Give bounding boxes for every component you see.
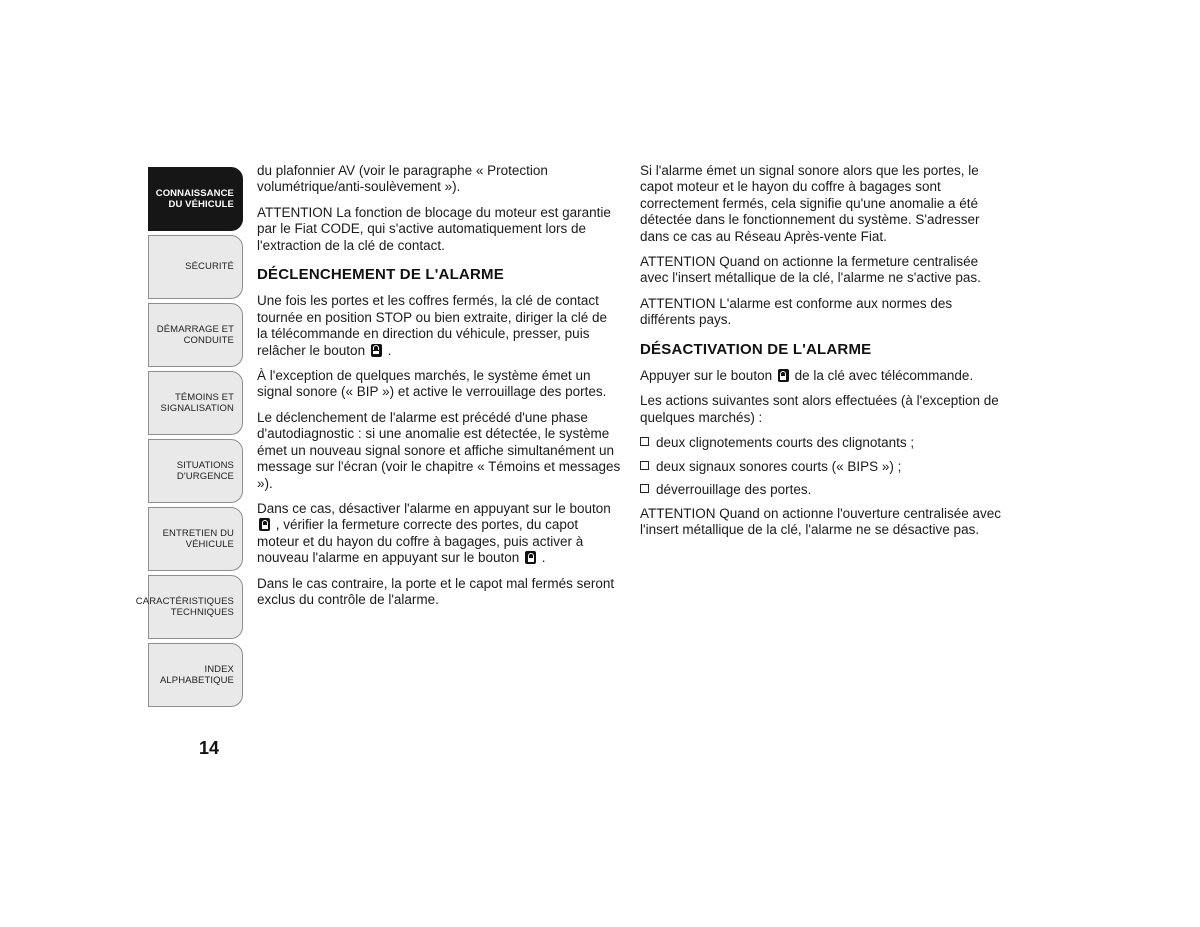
text-column-left: [257, 163, 621, 617]
paragraph: Dans le cas contraire, la porte et le capot mal fermés seront exclus du contrôle de l'alarme.: [257, 575, 615, 607]
sidebar-tab-label: DÉMARRAGE ET: [156, 323, 234, 335]
bullet-text: déverrouillage des portes.: [656, 482, 812, 498]
paragraph: Une fois les portes et les coffres fermés, la clé de contact tournée en position STOP ou bien extraite, diriger la clé de la télécommande en direction du véhicule, presser, puis relâcher le bouton .: [257, 293, 607, 358]
sidebar-tab-label: ALPHABETIQUE: [159, 675, 234, 686]
sidebar-tab-caracteristiques-techniques[interactable]: [135, 575, 243, 639]
paragraph: ATTENTION Quand on actionne la fermeture centralisée avec l'insert métallique de la clé, l'alarme ne s'active pas.: [640, 254, 981, 286]
paragraph: Le déclenchement de l'alarme est précédé d'une phase d'autodiagnostic : si une anomalie est détectée, le système émet un nouveau signal sonore et affiche simultanément un message sur l'écran (voir le chapitre « Témoins et messages »).: [257, 409, 621, 491]
sidebar-tab-label: TÉMOINS ET: [174, 391, 234, 403]
paragraph: ATTENTION La fonction de blocage du moteur est garantie par le Fiat CODE, qui s'active automatiquement lors de l'extraction de la clé de contact.: [257, 204, 611, 253]
sidebar-tab-label: SITUATIONS: [176, 459, 234, 471]
sidebar-tab-label: SÉCURITÉ: [185, 261, 234, 273]
section-heading: DÉSACTIVATION DE L'ALARME: [640, 340, 872, 358]
paragraph: Les actions suivantes sont alors effectuées (à l'exception de quelques marchés) :: [640, 393, 999, 425]
paragraph: ATTENTION Quand on actionne l'ouverture centralisée avec l'insert métallique de la clé, l'alarme ne se désactive pas.: [640, 505, 1001, 537]
paragraph: ATTENTION L'alarme est conforme aux normes des différents pays.: [640, 295, 953, 328]
sidebar-tab-temoins-et-signalisation[interactable]: [148, 371, 243, 435]
sidebar-tab-label: ENTRETIEN DU: [162, 527, 234, 539]
square-bullet-icon: [640, 461, 649, 470]
sidebar-tab-label: D'URGENCE: [176, 471, 234, 482]
paragraph: du plafonnier AV (voir le paragraphe « Protection volumétrique/anti-soulèvement »).: [257, 163, 548, 195]
sidebar-tab-situations-d-urgence[interactable]: [148, 439, 243, 503]
sidebar-tab-label: SIGNALISATION: [160, 403, 234, 414]
sidebar-tab-connaissance-du-vehicule[interactable]: [148, 167, 243, 231]
sidebar-tab-label: VÉHICULE: [185, 539, 234, 550]
lock-button-icon: [371, 344, 382, 357]
lock-button-icon: [525, 551, 536, 564]
lock-button-icon: [778, 369, 789, 382]
paragraph: Si l'alarme émet un signal sonore alors que les portes, le capot moteur et le hayon du coffre à bagages sont correctement fermés, cela signifie qu'une anomalie a été détectée dans le fonctionnement du système. S'adresser dans ce cas au Réseau Après-vente Fiat.: [640, 163, 980, 244]
sidebar-tab-label: INDEX: [204, 663, 234, 675]
text-column-right: [640, 163, 1010, 547]
sidebar-tab-label: DU VÉHICULE: [168, 199, 234, 210]
bullet-item: [640, 459, 1010, 475]
lock-button-icon: [259, 518, 270, 531]
section-heading: DÉCLENCHEMENT DE L'ALARME: [257, 266, 504, 284]
paragraph: Dans ce cas, désactiver l'alarme en appuyant sur le bouton , vérifier la fermeture correcte des portes, du capot moteur et du hayon du coffre à bagages, puis activer à nouveau l'alarme en appuyant sur le bouton .: [257, 500, 611, 566]
bullet-item: [640, 482, 1010, 498]
sidebar-tab-label: CONNAISSANCE: [155, 187, 234, 199]
bullet-text: deux signaux sonores courts (« BIPS ») ;: [656, 458, 902, 474]
page-number: 14: [199, 738, 220, 758]
square-bullet-icon: [640, 484, 649, 493]
sidebar-tab-entretien-du-vehicule[interactable]: [148, 507, 243, 571]
sidebar-tab-securite[interactable]: [148, 235, 243, 299]
bullet-text: deux clignotements courts des clignotants ;: [656, 435, 915, 451]
paragraph: Appuyer sur le bouton de la clé avec télécommande.: [640, 368, 974, 384]
square-bullet-icon: [640, 437, 649, 446]
paragraph: À l'exception de quelques marchés, le système émet un signal sonore (« BIP ») et active le verrouillage des portes.: [257, 368, 607, 400]
sidebar-tab-label: TECHNIQUES: [170, 607, 234, 618]
sidebar-tabs: [135, 167, 243, 711]
sidebar-tab-index-alphabetique[interactable]: [148, 643, 243, 707]
bullet-item: [640, 435, 1010, 451]
sidebar-tab-label: CONDUITE: [183, 335, 234, 346]
sidebar-tab-demarrage-et-conduite[interactable]: [148, 303, 243, 367]
sidebar-tab-label: CARACTÉRISTIQUES: [135, 595, 234, 607]
